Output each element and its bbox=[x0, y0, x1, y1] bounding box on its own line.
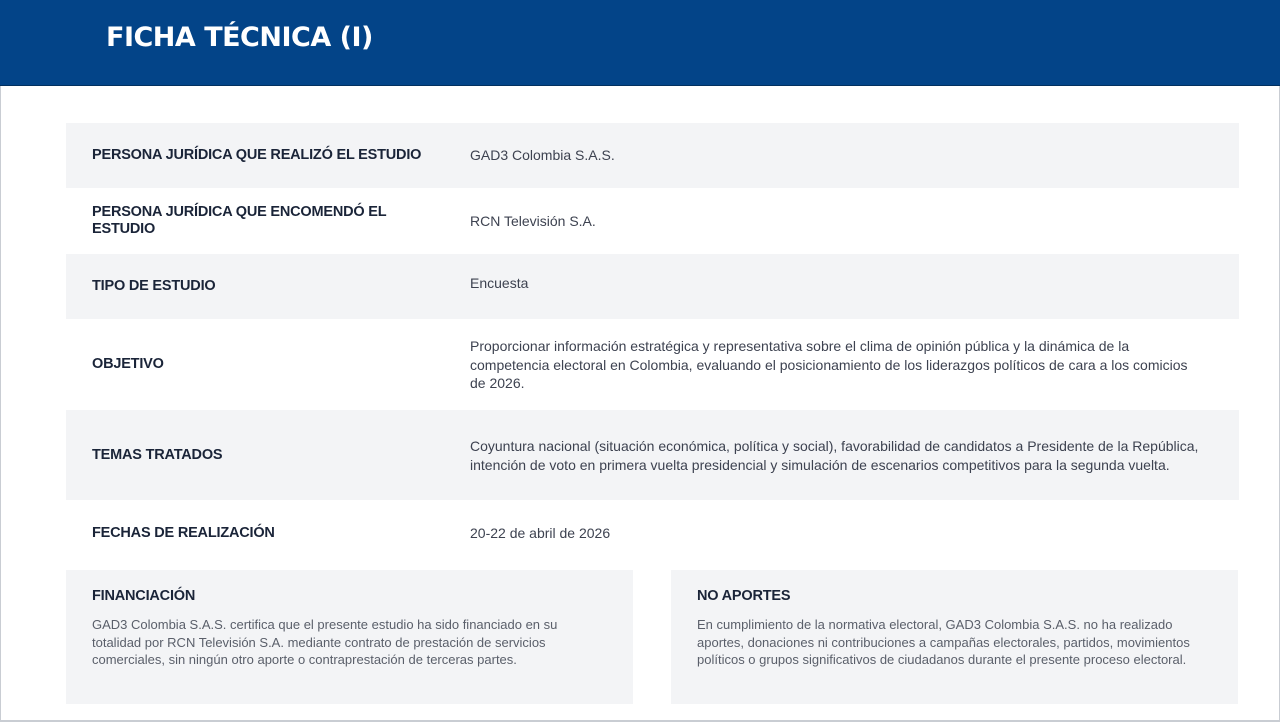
row-value: 20-22 de abril de 2026 bbox=[470, 525, 611, 541]
row-value: RCN Televisión S.A. bbox=[470, 213, 596, 229]
header-banner bbox=[0, 0, 1280, 86]
financiacion-text: GAD3 Colombia S.A.S. certifica que el presente estudio ha sido financiado en su totalidad por RCN Televisión S.A. mediante contrato de prestación de servicios comerciales, sin ningún otro aporte o contraprestación de terceras partes. bbox=[92, 617, 558, 667]
row-label: TIPO DE ESTUDIO bbox=[92, 278, 216, 294]
row-label: OBJETIVO bbox=[92, 356, 164, 372]
row-label: PERSONA JURÍDICA QUE REALIZÓ EL ESTUDIO bbox=[92, 147, 422, 163]
no-aportes-box bbox=[671, 570, 1238, 704]
table-row-temas bbox=[66, 410, 1239, 500]
table-row-tipo bbox=[66, 254, 1239, 319]
row-value: Coyuntura nacional (situación económica, política y social), favorabilidad de candidatos a Presidente de la República, intención de voto en primera vuelta presidencial y simulación de escenarios competitivos para la segunda vuelta. bbox=[470, 438, 1199, 473]
technical-sheet-table bbox=[66, 123, 1239, 567]
table-row-realizo bbox=[66, 123, 1239, 188]
no-aportes-title: NO APORTES bbox=[697, 588, 791, 604]
row-label: PERSONA JURÍDICA QUE ENCOMENDÓ EL ESTUDIO bbox=[92, 204, 387, 237]
no-aportes-text: En cumplimiento de la normativa electoral, GAD3 Colombia S.A.S. no ha realizado aportes, donaciones ni contribuciones a campañas electorales, partidos, movimientos políticos o grupos significativos de ciudadanos durante el presente proceso electoral. bbox=[697, 617, 1190, 667]
table-row-encomendo bbox=[66, 188, 1239, 254]
financiacion-box bbox=[66, 570, 633, 704]
financiacion-title: FINANCIACIÓN bbox=[92, 588, 196, 604]
row-value: Proporcionar información estratégica y representativa sobre el clima de opinión pública y la dinámica de la competencia electoral en Colombia, evaluando el posicionamiento de los liderazgos políticos de cara a los comicios de 2026. bbox=[470, 338, 1188, 391]
table-row-objetivo bbox=[66, 319, 1239, 410]
row-label: FECHAS DE REALIZACIÓN bbox=[92, 525, 275, 541]
page-title: FICHA TÉCNICA (I) bbox=[106, 22, 373, 53]
row-label: TEMAS TRATADOS bbox=[92, 447, 223, 463]
table-row-fechas bbox=[66, 500, 1239, 567]
row-value: GAD3 Colombia S.A.S. bbox=[470, 147, 615, 163]
row-value: Encuesta bbox=[470, 275, 529, 291]
